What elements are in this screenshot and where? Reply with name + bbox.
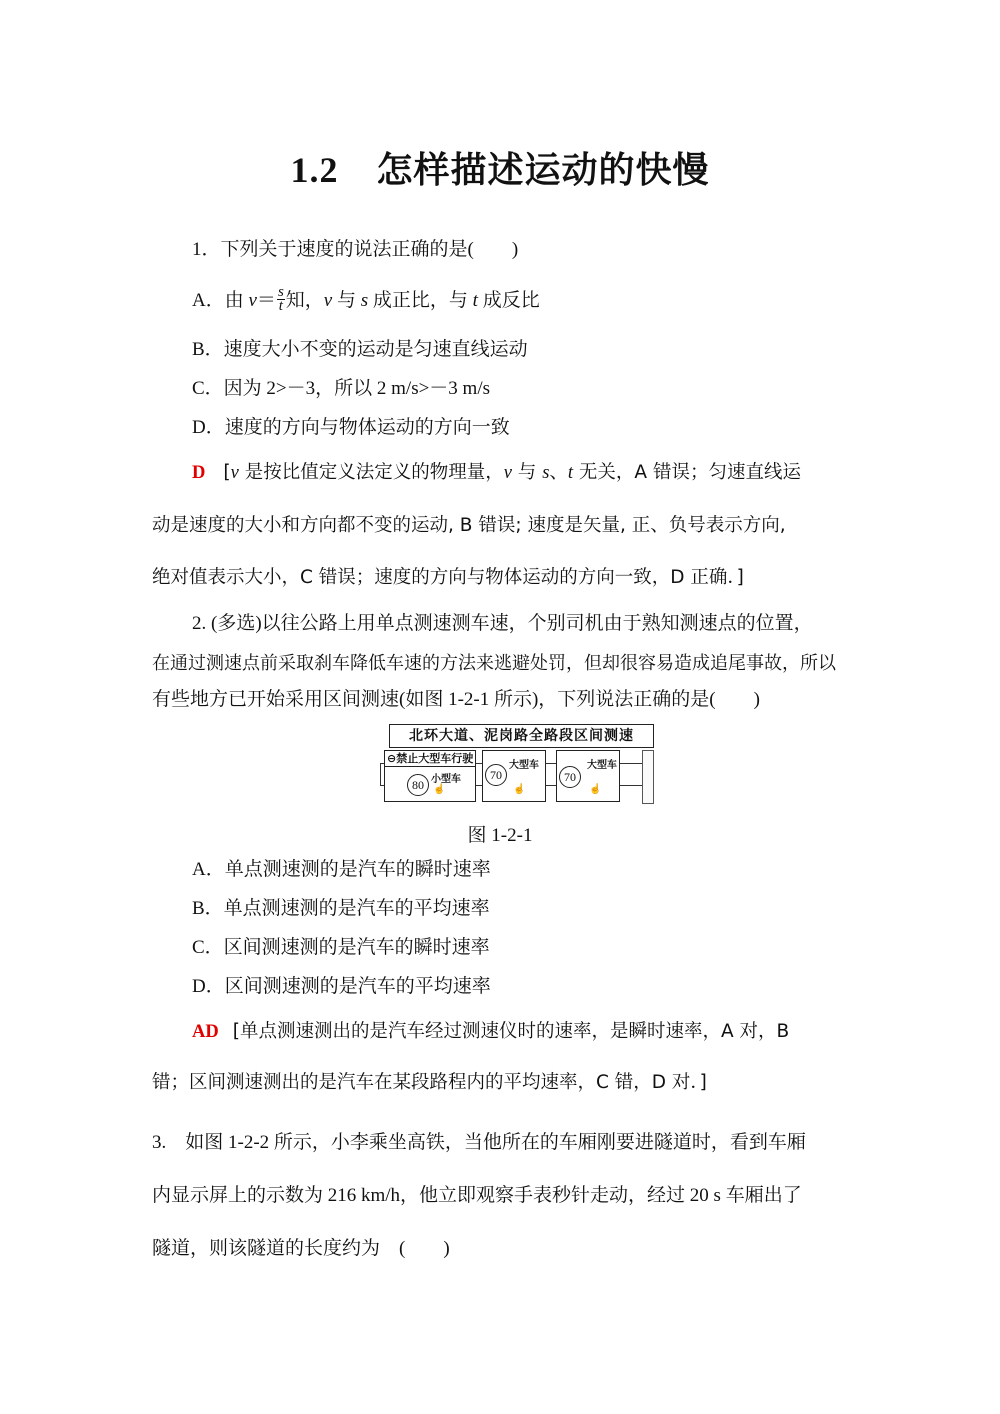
q2-stem-line2: 在通过测速点前采取刹车降低车速的方法来逃避处罚，但却很容易造成追尾事故，所以 [152,653,836,673]
equals: ＝ [256,289,276,311]
hand-pointer-icon: ☝ [433,784,446,795]
q1-stem: 1．下列关于速度的说法正确的是( ) [192,239,519,260]
q2-stem-line3: 有些地方已开始采用区间测速(如图 1-2-1 所示)，下列说法正确的是( ) [152,689,760,710]
var-s: s [542,463,550,483]
sign-large-vehicle-2 [556,750,620,802]
q1-option-a-prefix: A．由 [192,289,244,311]
text: 成反比 [477,289,540,311]
text: 与 [332,289,361,311]
q3-stem-line3: 隧道，则该隧道的长度约为 ( ) [152,1238,450,1259]
speed-limit-70: 70 [559,766,581,788]
ban-text: 禁止大型车行驶 [396,752,474,765]
hand-pointer-icon: ☝ [589,784,602,795]
var-v: v [323,289,333,311]
denominator: t [278,298,283,314]
q1-option-c: C．因为 2>－3，所以 2 m/s>－3 m/s [192,378,491,399]
q1-explanation-line3: 绝对值表示大小，C 错误；速度的方向与物体运动的方向一致，D 正确．] [152,567,744,588]
q2-option-c: C．区间测速测的是汽车的瞬时速率 [192,937,490,958]
text: 是按比值定义法定义的物理量， [238,462,504,483]
var-v: v [503,463,512,483]
fraction-s-over-t [277,286,285,313]
q2-option-b: B．单点测速测的是汽车的平均速率 [192,898,490,919]
q2-answer: AD [192,1022,219,1042]
q2-explanation-line2: 错；区间测速测出的是汽车在某段路程内的平均速率，C 错，D 对．] [152,1072,707,1093]
text: 无关，A 错误；匀速直线运 [573,462,801,483]
section-title: 怎样描述运动的快慢 [376,150,710,191]
var-s: s [360,289,369,311]
hand-pointer-icon: ☝ [513,784,526,795]
text: 知， [285,289,324,311]
road-edge [380,763,381,785]
text: 成正比，与 [368,289,473,311]
sign-small-vehicle [384,750,476,802]
q2-explanation-line1 [192,1020,789,1044]
speed-limit-80: 80 [407,774,429,796]
var-t: t [472,289,478,311]
section-number: 1.2 [290,150,339,190]
q2-option-a: A．单点测速测的是汽车的瞬时速率 [192,859,491,880]
large-vehicle-label: 大型车 [509,760,539,771]
figure-caption: 图 1-2-1 [467,825,533,846]
numerator: s [277,284,284,300]
page-title [0,142,1000,193]
q1-option-b: B．速度大小不变的运动是匀速直线运动 [192,339,528,360]
sign-large-vehicle-1 [482,750,546,802]
figure-header-sign: 北环大道、泥岗路全路段区间测速 [389,724,654,748]
speed-limit-70: 70 [485,764,507,786]
large-vehicle-label: 大型车 [587,760,617,771]
q1-option-d: D．速度的方向与物体运动的方向一致 [192,417,510,438]
text: 、 [549,462,568,483]
q2-stem-line1: 2. (多选)以往公路上用单点测速测车速，个别司机由于熟知测速点的位置， [192,613,813,634]
end-post [642,750,654,804]
q3-stem-line2: 内显示屏上的示数为 216 km/h，他立即观察手表秒针走动，经过 20 s 车厢出了 [152,1185,802,1206]
text: [单点测速测出的是汽车经过测速仪时的速率，是瞬时速率，A 对，B [232,1021,790,1042]
q3-stem-line1: 3. 如图 1-2-2 所示，小李乘坐高铁，当他所在的车厢刚要进隧道时，看到车厢 [152,1132,806,1153]
no-entry-icon: ⊖ [387,752,397,765]
figure-interval-speed-camera [380,723,660,805]
var-v: v [248,289,257,311]
q1-explanation-line2: 动是速度的大小和方向都不变的运动, B 错误; 速度是矢量, 正、负号表示方向, [152,515,786,536]
q1-option-a [192,284,540,315]
var-v: v [230,463,239,483]
text: [ [223,462,231,483]
var-t: t [567,463,574,483]
q1-answer: D [192,463,206,483]
ban-large-vehicle-label [385,751,475,767]
small-vehicle-label: 小型车 [431,774,461,785]
text: 与 [511,462,543,483]
q1-explanation-line1 [192,461,801,485]
q2-option-d: D．区间测速测的是汽车的平均速率 [192,976,491,997]
